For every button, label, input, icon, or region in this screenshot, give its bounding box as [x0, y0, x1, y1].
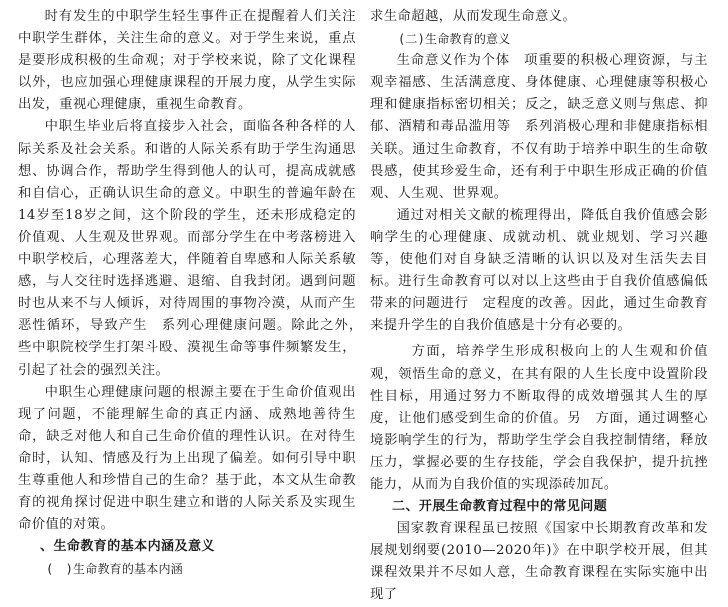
right-column [370, 6, 708, 607]
paragraph: 通过对相关文献的梳理得出，降低自我价值感会影响学生的心理健康、成就动机、就业规划、学习兴趣等，使他们对自身缺乏清晰的认识以及对生活失去目标。进行生命教育可以对以上这些由于自我价值感偏低带来的问题进行 定程度的改善。因此，通过生命教育来提升学生的自我价值感是十分有必要的。 [370, 207, 708, 334]
paragraph: 国家教育课程虽已按照《国家中长期教育改革和发展规划纲要(2010—2020年)》在中职学校开展，但其课程效果并不尽如人意，生命教育课程在实际实施中出现了 [370, 521, 708, 603]
paragraph: 中职生毕业后将直接步入社会，面临各种各样的人际关系及社会关系。和谐的人际关系有助于学生沟通思想、协调合作，帮助学生得到他人的认可，提高成就感和自信心，正确认识生命的意义。中职生的普遍年龄在14岁至18岁之间，这个阶段的学生，还未形成稳定的价值观、人生观及世界观。而部分学生在中考落榜进入中职学校后，心理落差大，伴随着自卑感和人际关系敏感，与人交往时选择逃避、退缩、自我封闭。遇到问题时也从来不与人倾诉，对待周围的事物冷漠，从而产生恶性循环，导致产生 系列心理健康问题。除此之外， 些中职院校学生打架斗殴、漠视生命等事件频繁发生，引起了社会的强烈关注。 [18, 119, 370, 378]
paragraph: 时有发生的中职学生轻生事件正在提醒着人们关注中职学生群体，关注生命的意义。对于学生来说，重点是要形成积极的生命观；对于学校来说，除了文化课程以外，也应加强心理健康课程的开展力度，从学生实际出发，重视心理健康，重视生命教育。 [18, 9, 356, 113]
paragraph: 求生命超越，从而发现生命意义。 [370, 9, 577, 24]
section-heading: 、生命教育的基本内涵及意义 [40, 539, 215, 555]
left-column [18, 6, 370, 580]
subsection-heading: (二)生命教育的意义 [398, 32, 511, 47]
subsection-heading: ( )生命教育的基本内涵 [46, 562, 183, 577]
paragraph: 生命意义作为个体 项重要的积极心理资源，与主观幸福感、生活满意度、身体健康、心理健康等积极心理和健康指标密切相关；反之，缺乏意义则与焦虑、抑郁、酒精和毒品滥用等 系列消极心理和非健康指标相关联。通过生命教育，不仅有助于培养中职生的生命敬畏感，使其珍爱生命，还有利于中职生形成正确的价值观、人生观、世界观。 [370, 53, 708, 201]
paragraph: 中职生心理健康问题的根源主要在于生命价值观出现了问题，不能理解生命的真正内涵、成熟地善待生命，缺乏对他人和自己生命价值的理性认识。在对待生命时，认知、情感及行为上出现了偏差。如何引导中职生尊重他人和珍惜自己的生命？基于此，本文从生命教育的视角探讨促进中职生建立和谐的人际关系及实现生命价值的对策。 [18, 384, 356, 533]
section-heading: 二、开展生命教育过程中的常见问题 [392, 499, 608, 515]
paragraph: 方面，培养学生形成积极向上的人生观和价值观，领悟生命的意义，在其有限的人生长度中设置阶段性目标，用通过努力不断取得的成效增强其人生的厚度，让他们感受到生命的价值。另 方面，通过调整心境影响学生的行为，帮助学生学会自我控制情绪，释放压力，掌握必要的生存技能，学会自我保护，提升抗挫能力，从而为自我价值的实现添砖加瓦。 [370, 344, 708, 492]
